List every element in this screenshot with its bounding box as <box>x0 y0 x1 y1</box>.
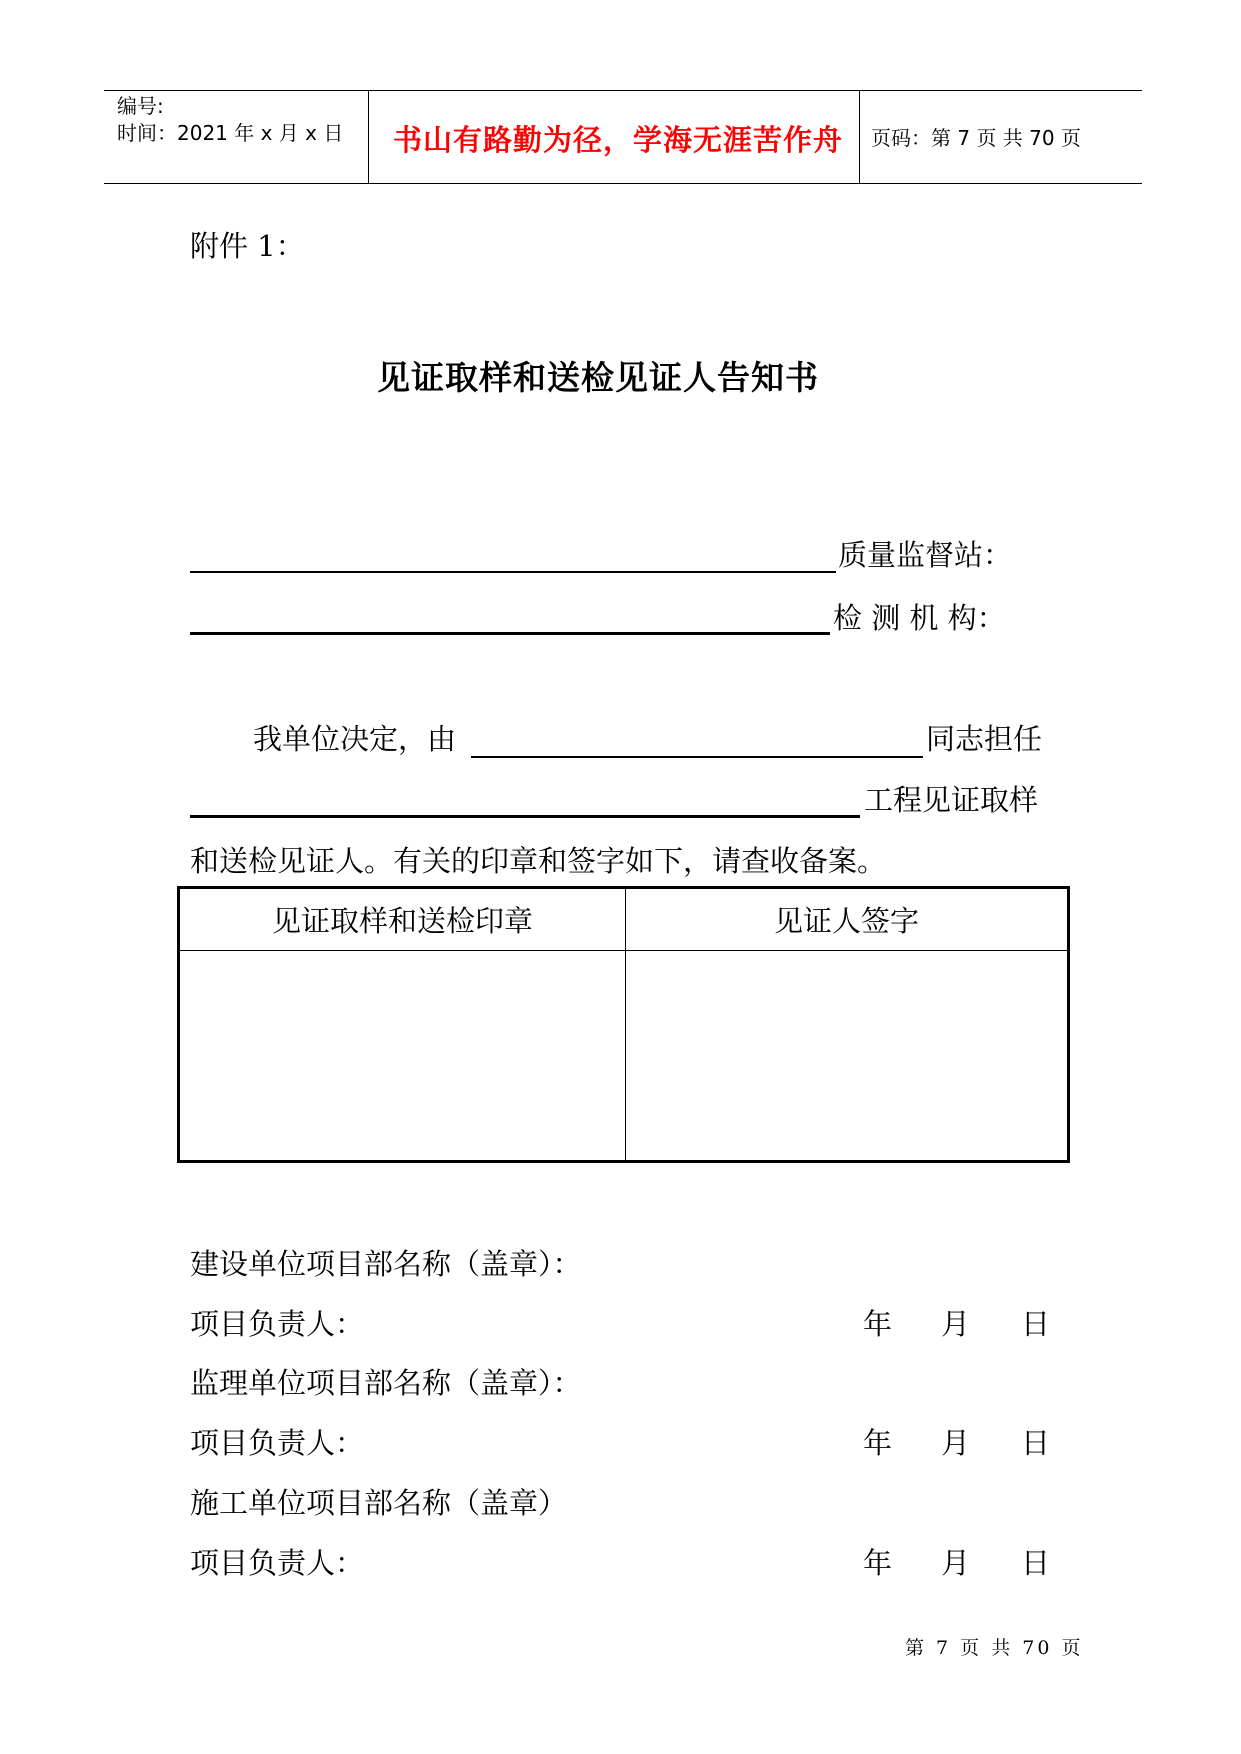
supervision-station-label: 质量监督站： <box>838 538 1013 572</box>
date-year-2: 年 <box>863 1426 893 1460</box>
header-divider-right <box>859 90 860 183</box>
date-day-3: 日 <box>1021 1546 1051 1580</box>
supervision-station-blank <box>190 571 836 573</box>
builder-unit-label: 施工单位项目部名称（盖章） <box>190 1486 568 1520</box>
date-year-3: 年 <box>863 1546 893 1580</box>
header-time: 时间：2021 年 x 月 x 日 <box>117 121 344 145</box>
date-day-1: 日 <box>1021 1307 1051 1341</box>
date-day-2: 日 <box>1021 1426 1051 1460</box>
header-bottom-rule <box>104 183 1142 184</box>
builder-project-lead: 项目负责人： <box>190 1546 365 1580</box>
testing-agency-label: 检 测 机 构： <box>833 601 1006 635</box>
attachment-label: 附件 1： <box>190 229 305 263</box>
page-footer: 第 7 页 共 70 页 <box>905 1637 1084 1659</box>
header-number-label: 编号: <box>117 94 164 118</box>
body-line1-suffix: 同志担任 <box>926 722 1043 756</box>
construction-unit-label: 建设单位项目部名称（盖章）： <box>190 1247 582 1281</box>
table-header-signature: 见证人签字 <box>773 904 919 938</box>
table-header-divider <box>180 950 1067 951</box>
seal-signature-table <box>177 886 1070 1163</box>
body-line1-prefix: 我单位决定，由 <box>253 722 457 756</box>
body-line2-suffix: 工程见证取样 <box>864 783 1039 817</box>
testing-agency-blank <box>190 632 830 635</box>
supervision-unit-label: 监理单位项目部名称（盖章）： <box>190 1366 582 1400</box>
signature-cell[interactable] <box>627 952 1067 1160</box>
header-page-info: 页码：第 7 页 共 70 页 <box>871 126 1081 150</box>
project-name-blank <box>190 815 860 818</box>
date-month-1: 月 <box>941 1307 971 1341</box>
date-year-1: 年 <box>863 1307 893 1341</box>
header-divider-left <box>368 90 369 183</box>
table-header-seal: 见证取样和送检印章 <box>271 904 533 938</box>
header-top-rule <box>104 90 1142 91</box>
seal-cell[interactable] <box>180 952 624 1160</box>
page-title: 见证取样和送检见证人告知书 <box>377 358 819 397</box>
date-month-3: 月 <box>941 1546 971 1580</box>
construction-project-lead: 项目负责人： <box>190 1307 365 1341</box>
witness-name-blank <box>471 756 923 758</box>
header-motto: 书山有路勤为径，学海无涯苦作舟 <box>393 123 844 157</box>
date-month-2: 月 <box>941 1426 971 1460</box>
body-line3: 和送检见证人。有关的印章和签字如下，请查收备案。 <box>190 844 887 878</box>
supervision-project-lead: 项目负责人： <box>190 1426 365 1460</box>
